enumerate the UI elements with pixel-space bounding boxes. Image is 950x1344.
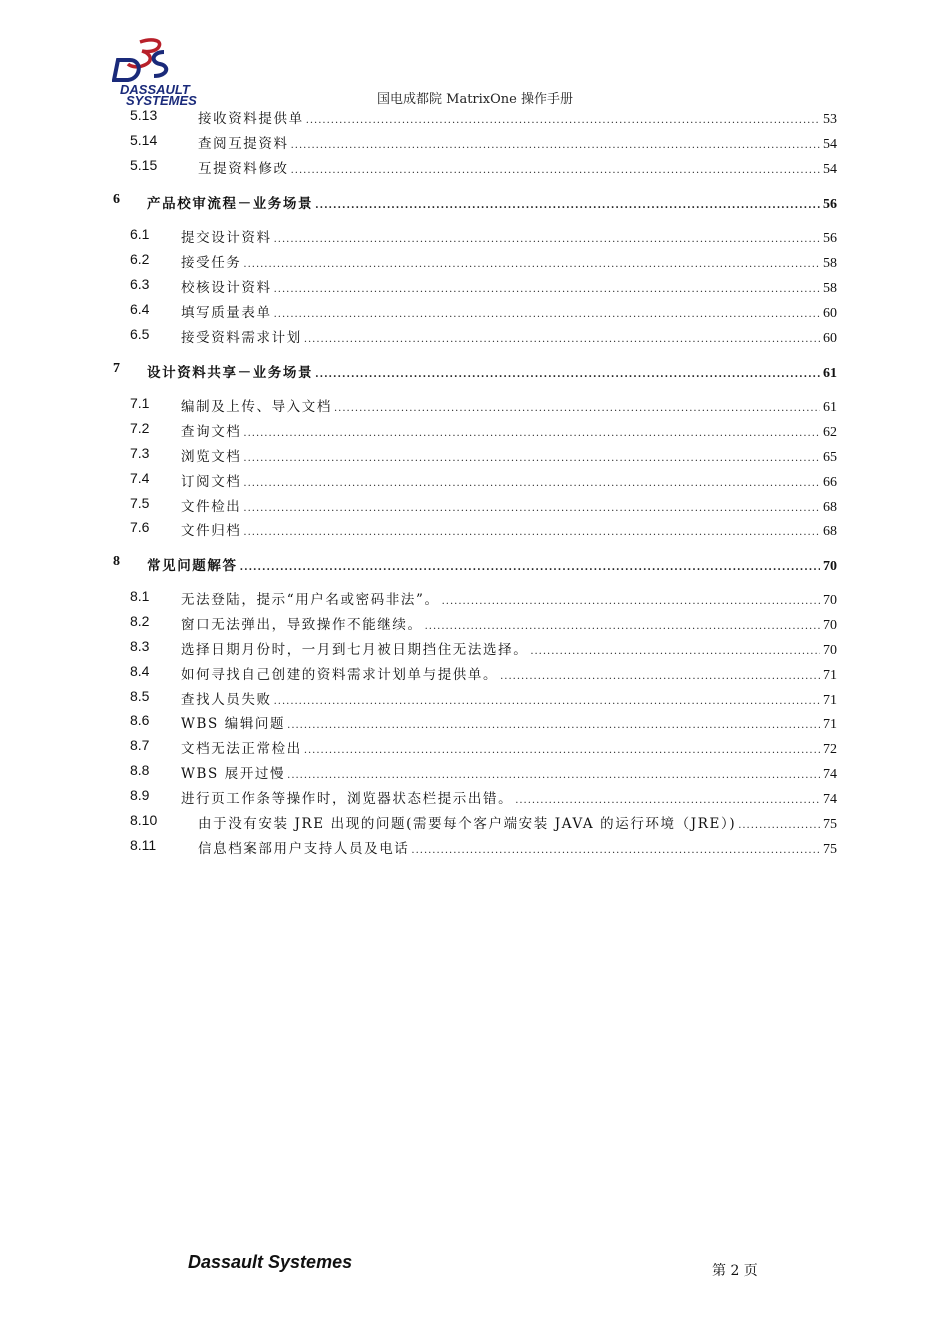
toc-leader-dots	[243, 259, 820, 270]
toc-leader-dots	[274, 696, 820, 707]
toc-subsection[interactable]	[130, 638, 837, 658]
toc-page-number: 75	[823, 842, 837, 857]
toc-page-number: 56	[823, 197, 837, 212]
toc-leader-dots	[291, 165, 820, 176]
toc-title: 文档无法正常检出	[181, 741, 302, 757]
toc-leader-dots	[287, 720, 820, 731]
toc-leader-dots	[243, 503, 820, 514]
toc-subsection[interactable]	[130, 395, 837, 415]
toc-number: 6	[113, 192, 120, 207]
toc-subsection[interactable]	[130, 519, 837, 539]
toc-title: 编制及上传、导入文档	[181, 399, 332, 415]
toc-leader-dots	[306, 115, 820, 126]
toc-page-number: 75	[823, 817, 837, 832]
toc-page-number: 72	[823, 742, 837, 757]
toc-leader-dots	[334, 403, 820, 414]
toc-number: 6.5	[130, 326, 150, 342]
toc-number: 6.3	[130, 276, 150, 292]
toc-page-number: 71	[823, 717, 837, 732]
toc-leader-dots	[442, 596, 820, 607]
toc-subsection[interactable]	[130, 762, 837, 782]
toc-number: 8.9	[130, 787, 150, 803]
toc-page-number: 58	[823, 256, 837, 271]
toc-title: 如何寻找自己创建的资料需求计划单与提供单。	[181, 667, 499, 683]
toc-leader-dots	[315, 200, 820, 211]
toc-subsection[interactable]	[130, 787, 837, 807]
toc-number: 8.6	[130, 712, 150, 728]
toc-number: 5.13	[130, 107, 158, 123]
toc-page-number: 68	[823, 524, 837, 539]
toc-number: 8	[113, 554, 120, 569]
toc-subsection[interactable]	[130, 445, 837, 465]
toc-subsection[interactable]	[130, 712, 837, 732]
toc-title: 选择日期月份时，一月到七月被日期挡住无法选择。	[181, 642, 529, 658]
toc-subsection[interactable]	[130, 588, 837, 608]
toc-number: 8.1	[130, 588, 150, 604]
toc-subsection[interactable]	[130, 301, 837, 321]
toc-title: 提交设计资料	[181, 230, 272, 246]
toc-title: 文件检出	[181, 499, 242, 515]
toc-leader-dots	[287, 770, 820, 781]
toc-number: 7.3	[130, 445, 150, 461]
toc-title: 接受任务	[181, 255, 242, 271]
toc-title: 信息档案部用户支持人员及电话	[198, 841, 410, 857]
toc-subsection[interactable]	[130, 812, 837, 832]
toc-page-number: 56	[823, 231, 837, 246]
footer-brand: Dassault Systemes	[188, 1252, 353, 1272]
toc-number: 7	[113, 361, 120, 376]
toc-title: 接受资料需求计划	[181, 330, 302, 346]
toc-number: 8.4	[130, 663, 150, 679]
toc-leader-dots	[291, 140, 820, 151]
toc-subsection[interactable]	[130, 226, 837, 246]
toc-leader-dots	[425, 621, 820, 632]
toc-page-number: 70	[823, 618, 837, 633]
toc-number: 6.2	[130, 251, 150, 267]
toc-title: 设计资料共享－业务场景	[147, 365, 314, 381]
toc-page-number: 70	[823, 593, 837, 608]
toc-title: 订阅文档	[181, 474, 242, 490]
toc-title: 互提资料修改	[198, 161, 289, 177]
toc-number: 8.2	[130, 613, 150, 629]
toc-page-number: 54	[823, 137, 837, 152]
toc-subsection[interactable]	[130, 688, 837, 708]
toc-leader-dots	[274, 284, 820, 295]
toc-title: 进行页工作条等操作时，浏览器状态栏提示出错。	[181, 791, 514, 807]
toc-title: 校核设计资料	[181, 280, 272, 296]
toc-leader-dots	[530, 646, 820, 657]
toc-number: 5.15	[130, 157, 158, 173]
toc-page-number: 70	[823, 643, 837, 658]
toc-title: 文件归档	[181, 523, 242, 539]
toc-page-number: 61	[823, 366, 837, 381]
toc-page-number: 70	[823, 559, 837, 574]
logo-text-dassault: DASSAULT	[120, 82, 190, 97]
toc-page-number: 60	[823, 331, 837, 346]
toc-subsection[interactable]	[130, 107, 837, 127]
toc-title: 无法登陆，提示“用户名或密码非法”。	[181, 592, 440, 608]
toc-title: 浏览文档	[181, 449, 242, 465]
toc-number: 5.14	[130, 132, 158, 148]
toc-leader-dots	[243, 478, 820, 489]
toc-subsection[interactable]	[130, 251, 837, 271]
toc-title: 查阅互提资料	[198, 136, 289, 152]
toc-title: WBS 展开过慢	[181, 766, 286, 782]
toc-subsection[interactable]	[130, 420, 837, 440]
toc-number: 6.1	[130, 226, 150, 242]
toc-subsection[interactable]	[130, 326, 837, 346]
toc-number: 8.10	[130, 812, 158, 828]
toc-subsection[interactable]	[130, 837, 837, 857]
toc-page-number: 60	[823, 306, 837, 321]
toc-page-number: 53	[823, 112, 837, 127]
toc-page-number: 71	[823, 668, 837, 683]
toc-page-number: 61	[823, 400, 837, 415]
toc-section[interactable]	[113, 554, 837, 574]
toc-leader-dots	[304, 334, 820, 345]
toc-page-number: 66	[823, 475, 837, 490]
toc-title: 窗口无法弹出，导致操作不能继续。	[181, 617, 423, 633]
toc-number: 7.6	[130, 519, 150, 535]
toc-number: 7.5	[130, 495, 150, 511]
toc-leader-dots	[240, 562, 820, 573]
toc-page-number: 54	[823, 162, 837, 177]
toc-subsection[interactable]	[130, 495, 837, 515]
toc-number: 8.7	[130, 737, 150, 753]
toc-subsection[interactable]	[130, 157, 837, 177]
footer-page-number: 第 2 页	[712, 1263, 758, 1279]
toc-title: 填写质量表单	[181, 305, 272, 321]
toc-leader-dots	[243, 527, 820, 538]
toc-subsection[interactable]	[130, 276, 837, 296]
toc-number: 8.11	[130, 837, 157, 853]
toc-leader-dots	[243, 453, 820, 464]
toc-number: 7.2	[130, 420, 150, 436]
toc-number: 6.4	[130, 301, 150, 317]
toc-leader-dots	[411, 845, 820, 856]
toc-subsection[interactable]	[130, 663, 837, 683]
toc-leader-dots	[515, 795, 820, 806]
toc-subsection[interactable]	[130, 737, 837, 757]
toc-section[interactable]	[113, 192, 837, 212]
toc-number: 7.1	[130, 395, 150, 411]
toc-title: 由于没有安装 JRE 出现的问题(需要每个客户端安装 JAVA 的运行环境（JRE）)	[198, 816, 737, 832]
toc-leader-dots	[304, 745, 820, 756]
toc-page-number: 74	[823, 792, 837, 807]
toc-page-number: 62	[823, 425, 837, 440]
toc-subsection[interactable]	[130, 613, 837, 633]
toc-section[interactable]	[113, 361, 837, 381]
toc-number: 8.3	[130, 638, 150, 654]
toc-subsection[interactable]	[130, 132, 837, 152]
toc-leader-dots	[243, 428, 820, 439]
toc-title: 接收资料提供单	[198, 111, 304, 127]
toc-page-number: 68	[823, 500, 837, 515]
toc-page-number: 58	[823, 281, 837, 296]
toc-leader-dots	[315, 369, 820, 380]
toc-leader-dots	[274, 309, 820, 320]
toc-number: 8.5	[130, 688, 150, 704]
toc-leader-dots	[274, 234, 820, 245]
toc-leader-dots	[500, 671, 820, 682]
toc-page-number: 74	[823, 767, 837, 782]
toc-title: 查询文档	[181, 424, 242, 440]
toc-number: 7.4	[130, 470, 150, 486]
toc-subsection[interactable]	[130, 470, 837, 490]
toc-leader-dots	[738, 820, 820, 831]
toc-number: 8.8	[130, 762, 150, 778]
toc-page-number: 65	[823, 450, 837, 465]
toc-title: WBS 编辑问题	[181, 716, 286, 732]
toc-title: 查找人员失败	[181, 692, 272, 708]
header-title: 国电成都院 MatrixOne 操作手册	[377, 92, 573, 107]
toc-page-number: 71	[823, 693, 837, 708]
toc-title: 常见问题解答	[147, 558, 238, 574]
logo-text-systemes: SYSTEMES	[126, 93, 197, 106]
toc-title: 产品校审流程－业务场景	[147, 196, 314, 212]
